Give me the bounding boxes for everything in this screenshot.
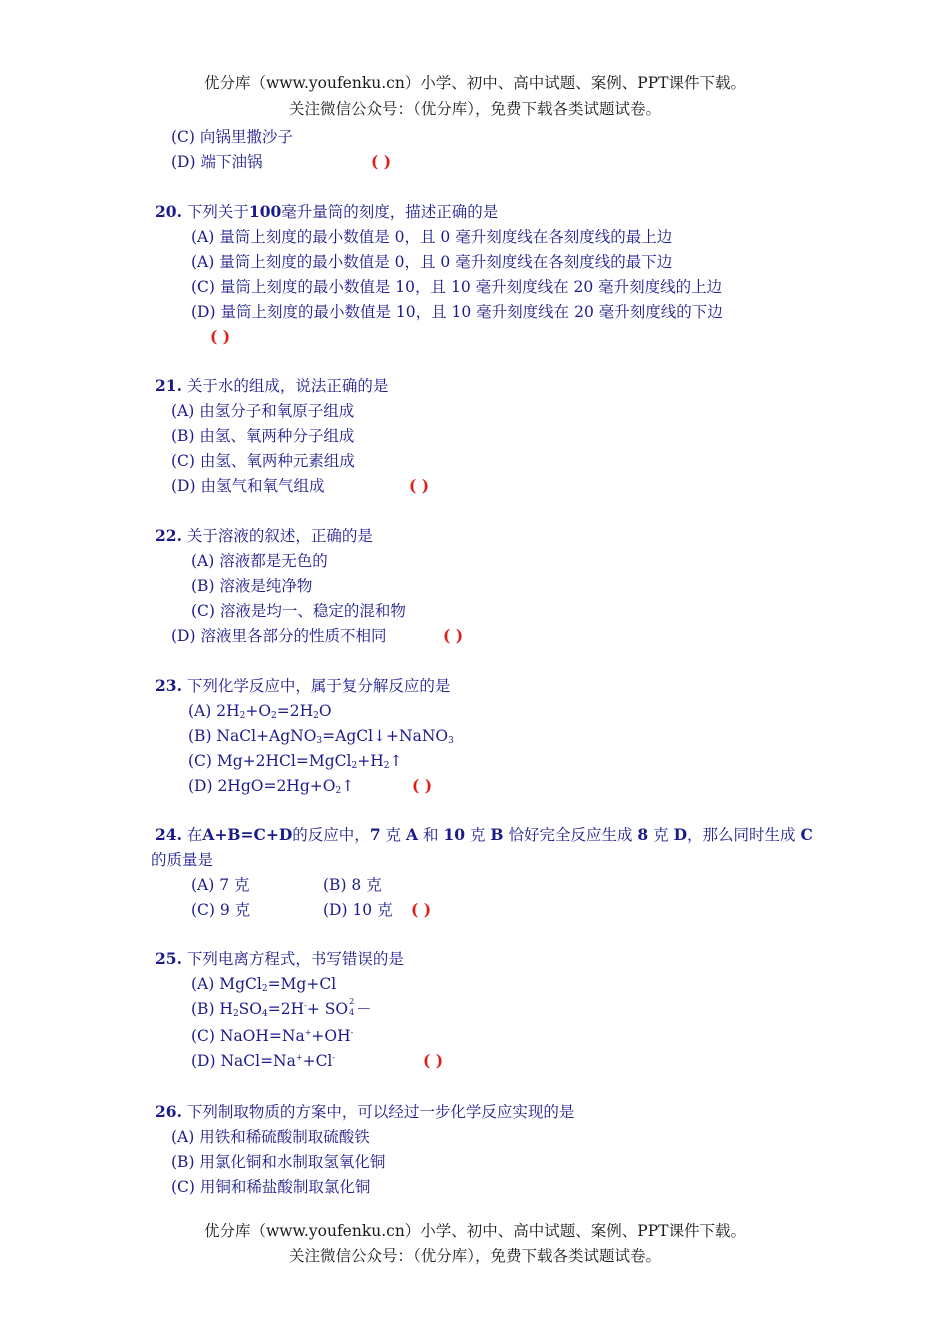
q24-equation: A+B=C+D <box>202 825 293 844</box>
q25-b-ion-top: 2 <box>349 997 355 1006</box>
q23-option-c <box>188 751 402 771</box>
q24-bold: A <box>406 825 419 844</box>
q25-b-part: SO <box>238 1000 262 1018</box>
q25-b-part: － <box>356 1000 372 1018</box>
q20-stem-b: 100 <box>248 202 282 221</box>
q25-b-sup: - <box>304 1001 307 1010</box>
q25-c-sup: + <box>304 1028 312 1037</box>
q21-stem <box>155 376 388 396</box>
q24-option-d-text: (D) 10 克 <box>323 901 393 919</box>
q24-text: 在 <box>186 826 203 844</box>
q23-c-part: (C) Mg+2HCl=MgCl <box>188 752 352 770</box>
q24-text: 和 <box>422 826 439 844</box>
q23-stem <box>155 676 450 696</box>
q25-b-sub: 2 <box>232 1009 239 1019</box>
q23-a-part: (A) 2H <box>188 702 240 720</box>
q22-number: 22. <box>155 526 182 545</box>
q24-text: 恰好完全反应生成 <box>508 826 633 844</box>
q23-c-sub: 2 <box>383 761 390 771</box>
q26-stem <box>155 1102 574 1122</box>
q23-a-sub: 2 <box>313 711 319 721</box>
q25-stem-text: 下列电离方程式，书写错误的是 <box>186 950 404 968</box>
q25-d-part: +Cl <box>302 1052 333 1070</box>
q22-option-b: (B) 溶液是纯净物 <box>191 577 313 595</box>
q19-option-c: (C) 向锅里撒沙子 <box>171 128 293 146</box>
q24-text: 克 <box>469 826 486 844</box>
header-line-1: 优分库（www.youfenku.cn）小学、初中、高中试题、案例、PPT课件下载。 <box>203 74 747 92</box>
q23-a-part: +O <box>245 702 272 720</box>
q20-stem <box>155 202 498 222</box>
q23-c-sub: 2 <box>351 761 358 771</box>
q24-option-b: (B) 8 克 <box>323 876 382 894</box>
q20-stem-c: 毫升量筒的刻度，描述正确的是 <box>281 203 499 221</box>
q24-stem-cont: 的质量是 <box>151 851 214 869</box>
q21-option-c: (C) 由氢、氧两种元素组成 <box>171 452 355 470</box>
q25-d-part: (D) NaCl=Na <box>191 1052 296 1070</box>
q19-answer-blank: ( ) <box>371 152 392 171</box>
q25-option-a <box>191 974 336 994</box>
q20-number: 20. <box>155 202 182 221</box>
q19-option-d-text: (D) 端下油锅 <box>171 153 263 171</box>
q25-a-part: =Mg+Cl <box>267 975 337 993</box>
footer-line-1: 优分库（www.youfenku.cn）小学、初中、高中试题、案例、PPT课件下载。 <box>203 1222 747 1240</box>
q25-c-sup: - <box>350 1028 354 1037</box>
q23-option-b <box>188 726 454 746</box>
q21-option-d <box>171 476 430 496</box>
q22-option-a: (A) 溶液都是无色的 <box>191 552 328 570</box>
q23-d-sub: 2 <box>335 786 342 796</box>
q20-option-a1: (A) 量筒上刻度的最小数值是 0，且 0 毫升刻度线在各刻度线的最上边 <box>191 228 673 246</box>
q22-option-d <box>171 626 464 646</box>
q24-bold: 8 <box>637 825 649 844</box>
q25-number: 25. <box>155 949 182 968</box>
q21-option-a: (A) 由氢分子和氧原子组成 <box>171 402 355 420</box>
q24-text: 克 <box>385 826 402 844</box>
q25-b-ion-bottom: 4 <box>349 1008 355 1017</box>
header-line-2: 关注微信公众号：（优分库），免费下载各类试题试卷。 <box>288 100 661 118</box>
q24-bold: 10 <box>443 825 465 844</box>
q24-bold: 7 <box>369 825 381 844</box>
q21-number: 21. <box>155 376 182 395</box>
q23-a-sub: 2 <box>239 711 246 721</box>
q24-bold: D <box>673 825 688 844</box>
q23-d-part: (D) 2HgO=2Hg+O <box>188 777 336 795</box>
q25-b-part: (B) H <box>191 1000 233 1018</box>
q24-option-c: (C) 9 克 <box>191 901 251 919</box>
q21-stem-text: 关于水的组成，说法正确的是 <box>186 377 389 395</box>
q24-number: 24. <box>155 825 182 844</box>
q23-number: 23. <box>155 676 182 695</box>
q25-b-part: =2H <box>267 1000 305 1018</box>
q25-a-part: (A) MgCl <box>191 975 262 993</box>
q26-option-b: (B) 用氯化铜和水制取氢氧化铜 <box>171 1153 386 1171</box>
q23-a-sub: 2 <box>271 711 277 721</box>
q19-option-d <box>171 152 392 172</box>
q25-c-part: (C) NaOH=Na <box>191 1027 305 1045</box>
q23-b-part: (B) NaCl+AgNO <box>188 727 317 745</box>
q24-option-d <box>323 900 432 920</box>
q25-option-c <box>191 1026 353 1046</box>
q24-text: ，那么同时生成 <box>687 826 796 844</box>
q21-answer-blank: ( ) <box>409 476 430 495</box>
q20-option-c: (C) 量筒上刻度的最小数值是 10，且 10 毫升刻度线在 20 毫升刻度线的上边 <box>191 278 723 296</box>
q25-d-sup: - <box>332 1053 336 1062</box>
q23-a-part: O <box>318 702 332 720</box>
q21-option-d-text: (D) 由氢气和氧气组成 <box>171 477 325 495</box>
q22-option-c: (C) 溶液是均一、稳定的混和物 <box>191 602 406 620</box>
q26-stem-text: 下列制取物质的方案中，可以经过一步化学反应实现的是 <box>186 1103 575 1121</box>
q24-text: 克 <box>653 826 669 844</box>
q23-option-a <box>188 701 332 721</box>
q25-b-sub: 4 <box>262 1009 268 1019</box>
q24-text: 的反应中， <box>292 826 370 844</box>
q20-stem-a: 下列关于 <box>186 203 249 221</box>
q25-b-part: + SO <box>306 1000 349 1018</box>
q20-answer-blank: ( ) <box>210 327 231 346</box>
q23-option-d <box>188 776 433 796</box>
q25-c-part: +OH <box>311 1027 351 1045</box>
q20-option-d: (D) 量筒上刻度的最小数值是 10，且 10 毫升刻度线在 20 毫升刻度线的下边 <box>191 303 723 321</box>
q23-b-sub: 3 <box>316 736 323 746</box>
q24-option-a: (A) 7 克 <box>191 876 250 894</box>
q22-stem-text: 关于溶液的叙述，正确的是 <box>186 527 373 545</box>
q23-answer-blank: ( ) <box>412 776 433 795</box>
q26-option-c: (C) 用铜和稀盐酸制取氯化铜 <box>171 1178 371 1196</box>
q23-c-part: ↑ <box>389 752 403 770</box>
q25-a-sub: 2 <box>261 984 268 994</box>
q22-answer-blank: ( ) <box>443 626 464 645</box>
q24-bold: B <box>490 825 504 844</box>
q25-d-sup: + <box>295 1053 303 1062</box>
q20-option-a2: (A) 量筒上刻度的最小数值是 0，且 0 毫升刻度线在各刻度线的最下边 <box>191 253 673 271</box>
q25-option-b <box>191 999 372 1019</box>
q26-number: 26. <box>155 1102 182 1121</box>
q21-option-b: (B) 由氢、氧两种分子组成 <box>171 427 355 445</box>
q25-b-ion-charge <box>348 997 356 1019</box>
q24-answer-blank: ( ) <box>411 900 432 919</box>
q24-stem <box>155 825 813 845</box>
q22-stem <box>155 526 373 546</box>
q25-stem <box>155 949 404 969</box>
q25-option-d <box>191 1051 444 1071</box>
footer-line-2: 关注微信公众号：（优分库），免费下载各类试题试卷。 <box>288 1247 661 1265</box>
q25-answer-blank: ( ) <box>423 1051 444 1070</box>
q20-blank-row <box>204 327 230 347</box>
q23-b-part: =AgCl↓+NaNO <box>322 727 449 745</box>
q22-option-d-text: (D) 溶液里各部分的性质不相同 <box>171 627 387 645</box>
q23-b-sub: 3 <box>448 736 454 746</box>
q23-stem-text: 下列化学反应中，属于复分解反应的是 <box>186 677 451 695</box>
q24-bold: C <box>800 825 813 844</box>
q26-option-a: (A) 用铁和稀硫酸制取硫酸铁 <box>171 1128 370 1146</box>
q23-a-part: =2H <box>276 702 314 720</box>
q23-d-part: ↑ <box>341 777 355 795</box>
q23-c-part: +H <box>357 752 384 770</box>
